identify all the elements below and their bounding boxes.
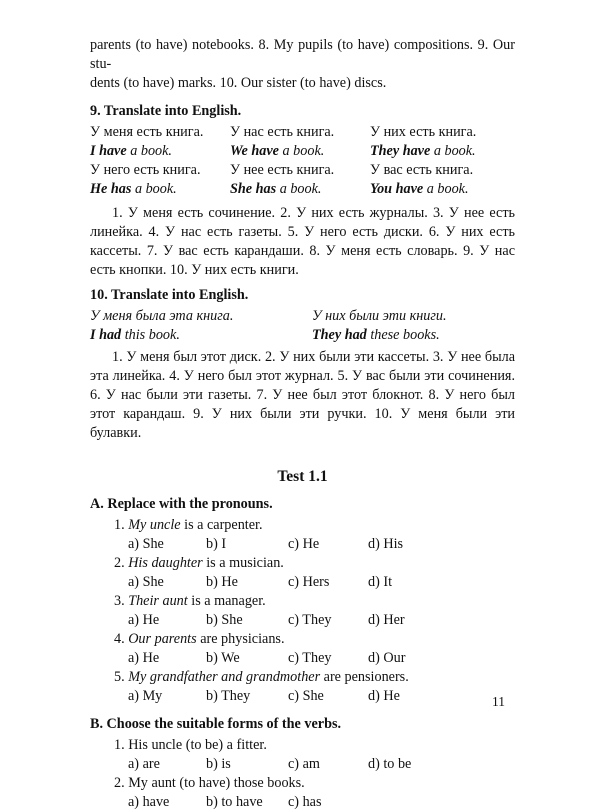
exercise-10-examples [90,307,515,345]
option: b) is [206,756,231,772]
exercise-9-task: 1. У меня есть сочинение. 2. У них есть журналы. 3. У нее есть линейка. 4. У нас есть газеты. 5. У него есть диски. 6. У них есть кассеты. 7. У вас есть карандаши. 8. У меня есть словарь. 9. У нас есть кнопки. 10. У них есть книги. [90,205,515,278]
answer-options [90,793,515,812]
option: c) am [288,756,320,772]
option: d) His [368,536,404,552]
exercise-10-heading: 10. Translate into English. [90,287,249,303]
example-ru: У меня была эта книга. [90,308,234,324]
option: a) are [128,756,160,772]
option: d) Her [368,612,405,628]
answer-options [90,535,515,554]
option: b) They [206,688,251,704]
example-ru: У них есть книга. [370,124,477,140]
answer-options [90,611,515,630]
example-en: They had these books. [312,327,440,343]
question: 3. Their aunt is a manager. [114,593,266,609]
option: c) Hers [288,574,330,590]
section-a-heading: A. Replace with the pronouns. [90,496,273,512]
option: a) He [128,650,160,666]
page-body [90,36,515,812]
question: 1. His uncle (to be) a fitter. [114,737,267,753]
example-en: I have a book. [90,143,172,159]
section-b-heading: B. Choose the suitable forms of the verbs. [90,716,342,732]
option: b) He [206,574,238,590]
test-title: Test 1.1 [277,468,328,485]
answer-options [90,755,515,774]
option: c) She [288,688,324,704]
question: 2. My aunt (to have) those books. [114,775,305,791]
question: 1. My uncle is a carpenter. [114,517,263,533]
option: d) to be [368,756,412,772]
option: a) He [128,612,160,628]
example-en: We have a book. [230,143,325,159]
option: d) He [368,688,400,704]
option: c) They [288,612,332,628]
exercise-9-examples [90,123,515,199]
example-ru: У нее есть книга. [230,162,335,178]
answer-options [90,649,515,668]
example-ru: У него есть книга. [90,162,201,178]
example-en: They have a book. [370,143,476,159]
option: a) have [128,794,170,810]
option: a) She [128,574,164,590]
question: 4. Our parents are physicians. [114,631,285,647]
example-ru: У нас есть книга. [230,124,335,140]
exercise-10-task: 1. У меня был этот диск. 2. У них были эти кассеты. 3. У нее была эта линейка. 4. У него был этот журнал. 5. У вас были эти сочинения. 6. У нас были эти газеты. 7. У нее был этот блокнот. 8. У него был этот карандаш. 9. У них были эти ручки. 10. У меня были эти булавки. [90,349,515,441]
example-ru: У них были эти книги. [312,308,447,324]
option: a) She [128,536,164,552]
example-en: You have a book. [370,181,469,197]
answer-options [90,573,515,592]
section-b-questions [90,736,515,812]
example-en: She has a book. [230,181,322,197]
option: b) She [206,612,243,628]
example-en: He has a book. [90,181,177,197]
answer-options [90,687,515,706]
exercise-9-heading: 9. Translate into English. [90,103,242,119]
option: b) to have [206,794,263,810]
option: c) He [288,536,320,552]
section-a-questions [90,516,515,706]
option: c) They [288,650,332,666]
option: b) We [206,650,240,666]
example-ru: У вас есть книга. [370,162,474,178]
page-number: 11 [492,694,505,709]
option: a) My [128,688,163,704]
option: d) It [368,574,393,590]
option: c) has [288,794,322,810]
example-ru: У меня есть книга. [90,124,204,140]
option: d) Our [368,650,406,666]
intro-line-2: dents (to have) marks. 10. Our sister (to have) discs. [90,75,387,91]
intro-line-1: parents (to have) notebooks. 8. My pupils (to have) compositions. 9. Our stu- [90,37,515,72]
question: 2. His daughter is a musician. [114,555,284,571]
question: 5. My grandfather and grandmother are pensioners. [114,669,409,685]
example-en: I had this book. [90,327,180,343]
option: b) I [206,536,227,552]
